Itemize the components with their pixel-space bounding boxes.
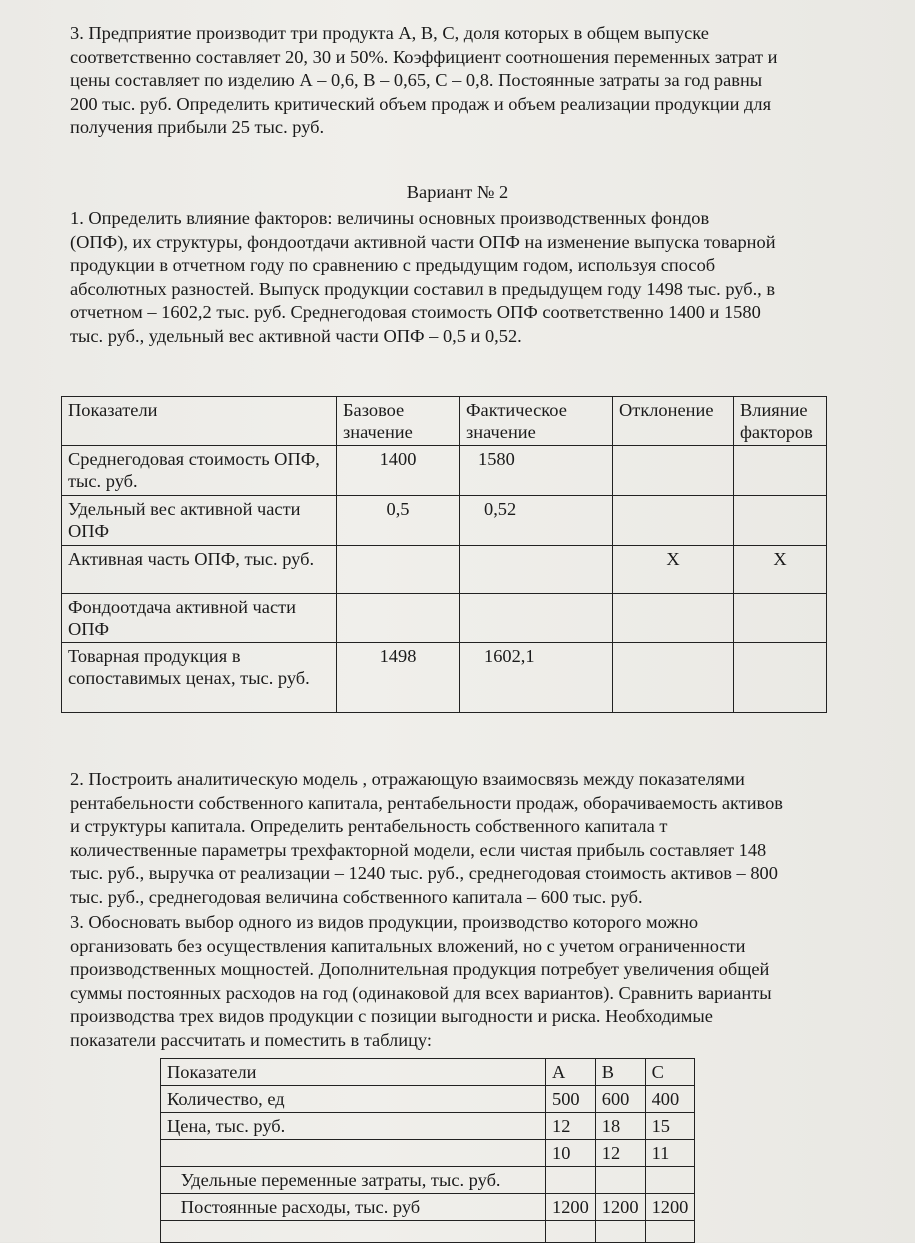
table-cell: 11: [645, 1140, 695, 1167]
table-cell: 600: [595, 1086, 645, 1113]
table-cell: 1498: [337, 643, 460, 713]
text-line: 1. Определить влияние факторов: величины основных производственных фондов: [70, 208, 710, 228]
text-line: количественные параметры трехфакторной модели, если чистая прибыль составляет 148: [70, 839, 767, 860]
table-cell: 12: [546, 1113, 596, 1140]
table-cell: [613, 446, 734, 496]
table-row: [161, 1194, 695, 1221]
text-line: соответственно составляет 20, 30 и 50%. Коэффициент соотношения переменных затрат и: [70, 46, 778, 67]
task1-text: [70, 207, 885, 348]
table-cell: 500: [546, 1086, 596, 1113]
table-cell: Х: [613, 546, 734, 594]
text-line: производства трех видов продукции с позиции выгодности и риска. Необходимые: [70, 1006, 713, 1026]
table-cell: [734, 496, 827, 546]
task2-text: [70, 768, 885, 909]
text-line: отчетном – 1602,2 тыс. руб. Среднегодовая стоимость ОПФ соответственно 1400 и 1580: [70, 302, 761, 322]
table-cell: [546, 1221, 596, 1243]
table-cell: Постоянные расходы, тыс. руб: [161, 1194, 546, 1221]
table-cell: [161, 1140, 546, 1167]
table-row: [161, 1086, 695, 1113]
header-cell: Показатели: [161, 1059, 546, 1086]
table-cell: [613, 594, 734, 643]
table-cell: Удельный вес активной части ОПФ: [62, 496, 337, 546]
table-cell: 1580: [460, 446, 613, 496]
table-cell: 10: [546, 1140, 596, 1167]
table-cell: [734, 594, 827, 643]
table-cell: 18: [595, 1113, 645, 1140]
text-line: рентабельности собственного капитала, рентабельности продаж, оборачиваемость активов: [70, 792, 783, 813]
header-cell: А: [546, 1059, 596, 1086]
table-cell: 1200: [546, 1194, 596, 1221]
table-cell: 15: [645, 1113, 695, 1140]
table-cell: 1400: [337, 446, 460, 496]
text-line: тыс. руб., удельный вес активной части ОПФ – 0,5 и 0,52.: [70, 325, 522, 346]
table-row: [161, 1221, 695, 1243]
table-cell: [645, 1167, 695, 1194]
factors-table: [61, 396, 827, 713]
table-row: [62, 594, 827, 643]
text-line: (ОПФ), их структуры, фондоотдачи активной части ОПФ на изменение выпуска товарной: [70, 231, 776, 252]
text-line: продукции в отчетном году по сравнению с предыдущим годом, используя способ: [70, 255, 716, 275]
table-row: [62, 446, 827, 496]
table-cell: [460, 594, 613, 643]
table-cell: Товарная продукция в сопоставимых ценах, тыс. руб.: [62, 643, 337, 713]
text-line: и структуры капитала. Определить рентабельность собственного капитала т: [70, 816, 668, 836]
text-line: организовать без осуществления капитальных вложений, но с учетом ограниченности: [70, 935, 746, 956]
variant-title: Вариант № 2: [406, 182, 509, 202]
table-cell: [645, 1221, 695, 1243]
table-cell: [337, 546, 460, 594]
text-line: цены составляет по изделию А – 0,6, В – 0,65, С – 0,8. Постоянные затраты за год равны: [70, 70, 763, 90]
table-cell: [161, 1221, 546, 1243]
table-cell: 0,5: [337, 496, 460, 546]
products-table: [160, 1058, 695, 1243]
header-cell: В: [595, 1059, 645, 1086]
table-cell: Количество, ед: [161, 1086, 546, 1113]
table-cell: [460, 546, 613, 594]
text-line: 3. Обосновать выбор одного из видов продукции, производство которого можно: [70, 912, 699, 932]
text-line: тыс. руб., среднегодовая величина собственного капитала – 600 тыс. руб.: [70, 886, 643, 907]
task3-previous-variant: [70, 22, 885, 140]
text-line: суммы постоянных расходов на год (одинаковой для всех вариантов). Сравнить варианты: [70, 982, 772, 1003]
table-row: [161, 1140, 695, 1167]
table-cell: 400: [645, 1086, 695, 1113]
table-cell: [546, 1167, 596, 1194]
table-row: [62, 546, 827, 594]
text-line: 200 тыс. руб. Определить критический объем продаж и объем реализации продукции для: [70, 93, 772, 114]
table-row: [161, 1167, 695, 1194]
task3-text: [70, 911, 885, 1052]
table-cell: [734, 643, 827, 713]
table-cell: [613, 643, 734, 713]
header-cell: Отклонение: [613, 397, 734, 446]
table-cell: [595, 1167, 645, 1194]
table-cell: [337, 594, 460, 643]
table-cell: Фондоотдача активной части ОПФ: [62, 594, 337, 643]
table-cell: 12: [595, 1140, 645, 1167]
table-cell: 0,52: [460, 496, 613, 546]
header-cell: Фактическое значение: [460, 397, 613, 446]
text-line: 3. Предприятие производит три продукта А, В, С, доля которых в общем выпуске: [70, 23, 709, 43]
text-line: получения прибыли 25 тыс. руб.: [70, 117, 325, 137]
text-line: производственных мощностей. Дополнительная продукция потребует увеличения общей: [70, 959, 770, 979]
text-line: абсолютных разностей. Выпуск продукции составил в предыдущем году 1498 тыс. руб., в: [70, 278, 776, 299]
table-cell: Цена, тыс. руб.: [161, 1113, 546, 1140]
table-cell: 1602,1: [460, 643, 613, 713]
table-cell: 1200: [595, 1194, 645, 1221]
table-header-row: [161, 1059, 695, 1086]
header-cell: Базовое значение: [337, 397, 460, 446]
header-cell: Влияние факторов: [734, 397, 827, 446]
header-cell: Показатели: [62, 397, 337, 446]
header-cell: С: [645, 1059, 695, 1086]
text-line: показатели рассчитать и поместить в таблицу:: [70, 1029, 432, 1050]
text-line: 2. Построить аналитическую модель , отражающую взаимосвязь между показателями: [70, 769, 745, 789]
table-header-row: [62, 397, 827, 446]
table-row: [62, 643, 827, 713]
table-cell: Активная часть ОПФ, тыс. руб.: [62, 546, 337, 594]
table-cell: Х: [734, 546, 827, 594]
text-line: тыс. руб., выручка от реализации – 1240 тыс. руб., среднегодовая стоимость активов – 800: [70, 863, 778, 883]
table-cell: [595, 1221, 645, 1243]
table-cell: [734, 446, 827, 496]
table-cell: Среднегодовая стоимость ОПФ, тыс. руб.: [62, 446, 337, 496]
table-row: [62, 496, 827, 546]
table-cell: Удельные переменные затраты, тыс. руб.: [161, 1167, 546, 1194]
table-cell: [613, 496, 734, 546]
table-cell: 1200: [645, 1194, 695, 1221]
table-row: [161, 1113, 695, 1140]
